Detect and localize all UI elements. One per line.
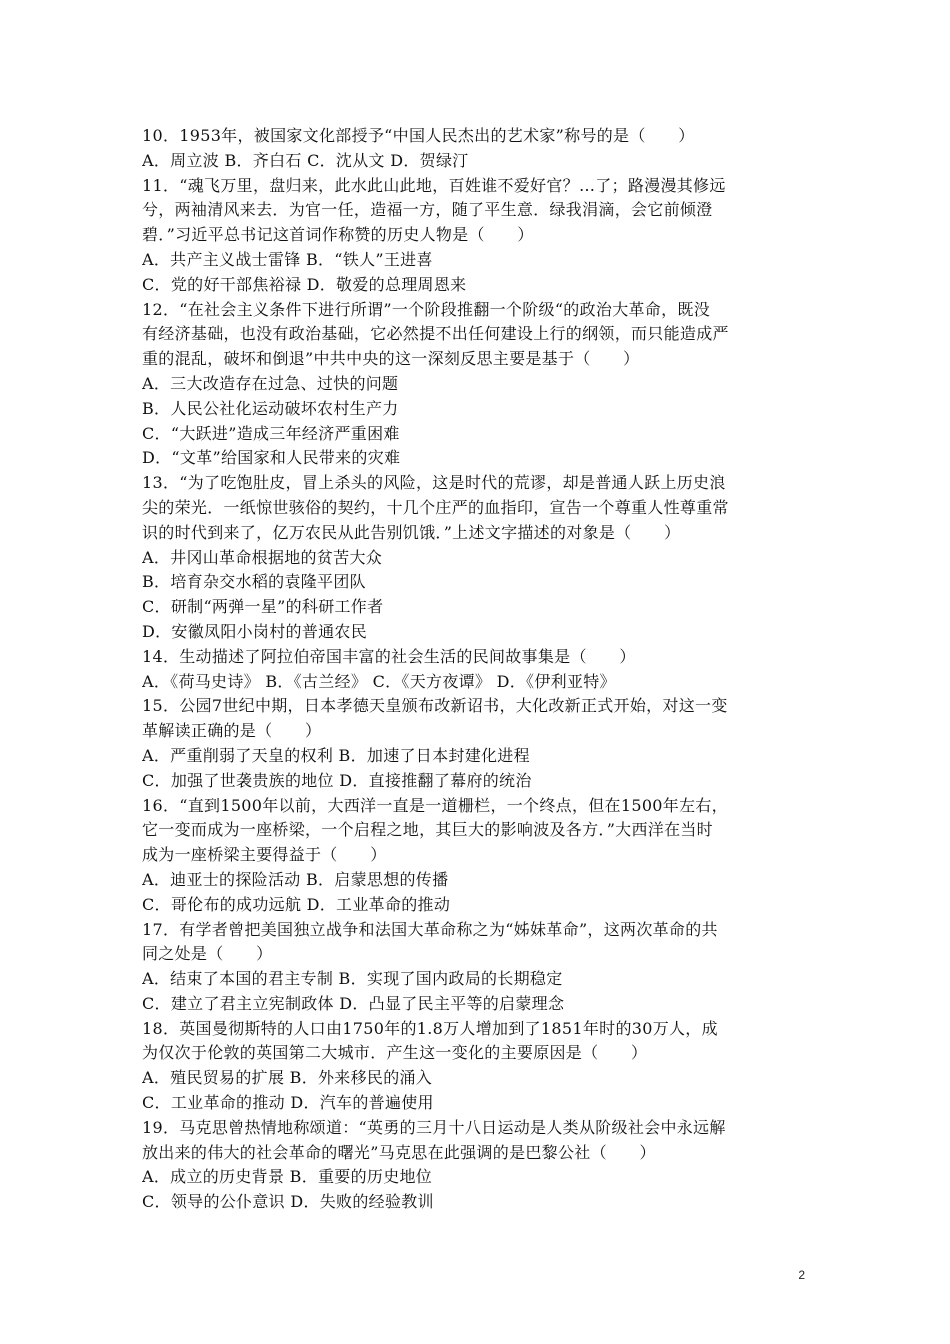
text-line: 14．生动描述了阿拉伯帝国丰富的社会生活的民间故事集是（ ） xyxy=(142,646,636,666)
text-line: 11．“魂飞万里，盘归来，此水此山此地，百姓谁不爱好官？…了；路漫漫其修远 xyxy=(142,175,726,195)
text-line: 尖的荣光．一纸惊世骇俗的契约，十几个庄严的血指印，宣告一个尊重人性尊重常 xyxy=(142,497,729,517)
text-line: C．建立了君主立宪制政体 D．凸显了民主平等的启蒙理念 xyxy=(142,993,565,1013)
text-line: A．殖民贸易的扩展 B．外来移民的涌入 xyxy=(142,1068,433,1088)
text-line: 它一变而成为一座桥梁，一个启程之地，其巨大的影响波及各方．”大西洋在当时 xyxy=(142,820,713,840)
text-line: 18．英国曼彻斯特的人口由1750年的1.8万人增加到了1851年时的30万人，成 xyxy=(142,1018,718,1038)
text-line: 15．公园7世纪中期，日本孝德天皇颁布改新诏书，大化改新正式开始，对这一变 xyxy=(142,696,728,716)
text-line: D．“文革”给国家和人民带来的灾难 xyxy=(142,448,401,468)
text-line: C．领导的公仆意识 D．失败的经验教训 xyxy=(142,1192,434,1212)
text-line: A．严重削弱了天皇的权利 B．加速了日本封建化进程 xyxy=(142,745,530,765)
text-line: A．成立的历史背景 B．重要的历史地位 xyxy=(142,1167,433,1187)
text-line: B．人民公社化运动破坏农村生产力 xyxy=(142,398,399,418)
text-line: 兮，两袖清风来去．为官一任，造福一方，随了平生意．绿我涓滴，会它前倾澄 xyxy=(142,200,713,220)
text-line: A．迪亚士的探险活动 B．启蒙思想的传播 xyxy=(142,869,449,889)
text-line: 12．“在社会主义条件下进行所谓”一个阶段推翻一个阶级“的政治大革命，既没 xyxy=(142,299,710,319)
text-line: 19．马克思曾热情地称颂道：“英勇的三月十八日运动是人类从阶级社会中永远解 xyxy=(142,1117,726,1137)
text-line: 放出来的伟大的社会革命的曙光”马克思在此强调的是巴黎公社（ ） xyxy=(142,1142,656,1162)
text-line: C．哥伦布的成功远航 D．工业革命的推动 xyxy=(142,894,451,914)
page-number: 2 xyxy=(798,1268,805,1282)
text-line: 革解读正确的是（ ） xyxy=(142,721,322,741)
text-line: C．工业革命的推动 D．汽车的普遍使用 xyxy=(142,1093,434,1113)
text-line: A．周立波 B．齐白石 C．沈从文 D．贺绿汀 xyxy=(142,150,469,170)
text-line: A．井冈山革命根据地的贫苦大众 xyxy=(142,547,383,567)
text-line: 重的混乱，破坏和倒退”中共中央的这一深刻反思主要是基于（ ） xyxy=(142,349,640,369)
text-line: A．三大改造存在过急、过快的问题 xyxy=(142,373,399,393)
text-line: 10．1953年，被国家文化部授予“中国人民杰出的艺术家”称号的是（ ） xyxy=(142,126,695,145)
text-line: 成为一座桥梁主要得益于（ ） xyxy=(142,845,387,865)
text-line: B．培育杂交水稻的袁隆平团队 xyxy=(142,572,366,592)
text-line: 碧．”习近平总书记这首词作称赞的历史人物是（ ） xyxy=(142,225,534,245)
text-line: D．安徽凤阳小岗村的普通农民 xyxy=(142,621,368,641)
text-line: 17．有学者曾把美国独立战争和法国大革命称之为“姊妹革命”，这两次革命的共 xyxy=(142,919,718,939)
text-line: 同之处是（ ） xyxy=(142,944,273,964)
text-line: 有经济基础，也没有政治基础，它必然提不出任何建设上行的纲领，而只能造成严 xyxy=(142,324,729,344)
text-line: 16．“直到1500年以前，大西洋一直是一道栅栏，一个终点，但在1500年左右， xyxy=(142,795,728,815)
text-line: C．“大跃进”造成三年经济严重困难 xyxy=(142,423,400,443)
text-line: C．研制“两弹一星”的科研工作者 xyxy=(142,597,384,617)
text-line: C．加强了世袭贵族的地位 D．直接推翻了幕府的统治 xyxy=(142,770,532,790)
text-line: A．《荷马史诗》 B．《古兰经》 C．《天方夜谭》 D．《伊利亚特》 xyxy=(142,671,616,691)
text-line: 识的时代到来了，亿万农民从此告别饥饿．”上述文字描述的对象是（ ） xyxy=(142,522,681,542)
document-body xyxy=(142,124,812,1215)
text-line: C．党的好干部焦裕禄 D．敬爱的总理周恩来 xyxy=(142,274,467,294)
text-line: A．共产主义战士雷锋 B．“铁人”王进喜 xyxy=(142,249,433,269)
text-line: 13．“为了吃饱肚皮，冒上杀头的风险，这是时代的荒谬，却是普通人跃上历史浪 xyxy=(142,473,726,493)
text-line: A．结束了本国的君主专制 B．实现了国内政局的长期稳定 xyxy=(142,969,563,989)
text-line: 为仅次于伦敦的英国第二大城市．产生这一变化的主要原因是（ ） xyxy=(142,1043,648,1063)
